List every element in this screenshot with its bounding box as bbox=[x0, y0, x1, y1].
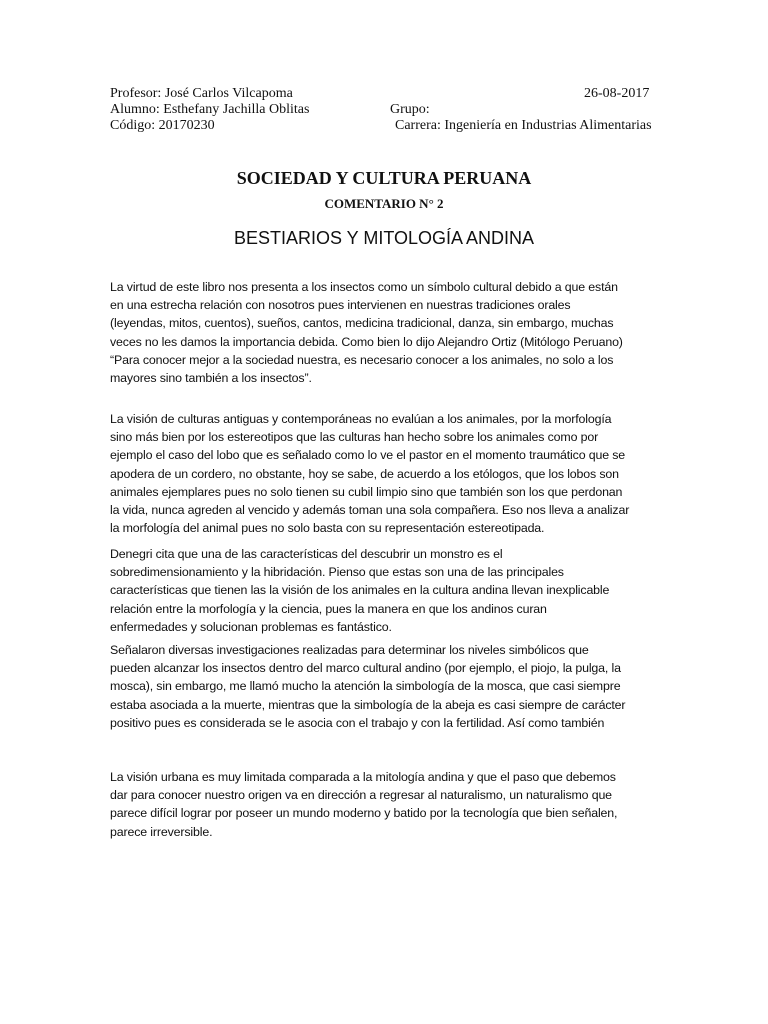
paragraph-line: (leyendas, mitos, cuentos), sueños, cantos, medicina tradicional, danza, sin embargo, muchas bbox=[110, 316, 614, 331]
paragraph-4 bbox=[110, 641, 670, 732]
paragraph-line: parece irreversible. bbox=[110, 824, 213, 839]
document-title: SOCIEDAD Y CULTURA PERUANA bbox=[236, 168, 532, 188]
paragraph-3 bbox=[110, 545, 670, 636]
document-subtitle: COMENTARIO N° 2 bbox=[324, 196, 444, 211]
paragraph-line: relación entre la morfología y la ciencia, pues la manera en que los andinos curan bbox=[110, 601, 547, 616]
paragraph-line: La visión urbana es muy limitada comparada a la mitología andina y que el paso que debemos bbox=[110, 770, 616, 784]
paragraph-line: la vida, nunca agreden al vencido y además toman una sola compañera. Eso nos lleva a analizar bbox=[110, 503, 630, 518]
header-grupo: Grupo: bbox=[390, 102, 430, 117]
document-topic: BESTIARIOS Y MITOLOGÍA ANDINA bbox=[233, 228, 535, 248]
header-profesor: Profesor: José Carlos Vilcapoma bbox=[110, 86, 293, 101]
header-codigo: Código: 20170230 bbox=[110, 118, 215, 133]
paragraph-line: parece difícil lograr por poseer un mundo moderno y batido por la tecnología que bien señalen, bbox=[110, 806, 618, 821]
paragraph-line: ejemplo el caso del lobo que es señalado como lo ve el pastor en el momento traumático que se bbox=[110, 448, 626, 463]
paragraph-line: animales ejemplares pues no solo tienen su cubil limpio sino que también son los que perdonan bbox=[110, 484, 623, 499]
paragraph-line: La virtud de este libro nos presenta a los insectos como un símbolo cultural debido a que están bbox=[110, 280, 618, 294]
paragraph-line: pueden alcanzar los insectos dentro del marco cultural andino (por ejemplo, el piojo, la pulga, la bbox=[110, 661, 621, 676]
paragraph-line: positivo pues es considerada se le asocia con el trabajo y con la fertilidad. Así como también bbox=[110, 715, 605, 730]
paragraph-line: enfermedades y solucionan problemas es fantástico. bbox=[110, 619, 392, 634]
paragraph-line: dar para conocer nuestro origen va en dirección a regresar al naturalismo, un naturalismo que bbox=[110, 788, 612, 803]
paragraph-line: La visión de culturas antiguas y contemporáneas no evalúan a los animales, por la morfología bbox=[110, 412, 612, 426]
paragraph-5 bbox=[110, 768, 670, 841]
header-alumno: Alumno: Esthefany Jachilla Oblitas bbox=[110, 102, 310, 117]
paragraph-2 bbox=[110, 410, 670, 537]
paragraph-line: en una estrecha relación con nosotros pues intervienen en nuestras tradiciones orales bbox=[110, 298, 571, 313]
header-carrera: Carrera: Ingeniería en Industrias Alimentarias bbox=[395, 118, 652, 133]
paragraph-line: “Para conocer mejor a la sociedad nuestra, es necesario conocer a los animales, no solo a los bbox=[110, 352, 614, 367]
header-date: 26-08-2017 bbox=[584, 86, 650, 101]
paragraph-line: estaba asociada a la muerte, mientras que la simbología de la abeja es casi siempre de carácter bbox=[110, 697, 626, 712]
paragraph-line: la morfología del animal pues no solo basta con su representación estereotipada. bbox=[110, 521, 545, 536]
paragraph-line: Denegri cita que una de las características del descubrir un monstro es el bbox=[110, 547, 503, 561]
paragraph-line: veces no les damos la importancia debida. Como bien lo dijo Alejandro Ortiz (Mitólogo Peruano) bbox=[110, 334, 623, 349]
paragraph-line: mosca), sin embargo, me llamó mucho la atención la simbología de la mosca, que casi siempre bbox=[110, 679, 621, 694]
paragraph-1 bbox=[110, 278, 670, 387]
paragraph-line: Señalaron diversas investigaciones realizadas para determinar los niveles simbólicos que bbox=[110, 643, 589, 657]
paragraph-line: mayores sino también a los insectos”. bbox=[110, 371, 312, 386]
paragraph-line: características que tienen las la visión de los animales en la cultura andina llevan inexplicable bbox=[110, 583, 610, 598]
paragraph-line: sobredimensionamiento y la hibridación. Pienso que estas son una de las principales bbox=[110, 565, 564, 580]
paragraph-line: sino más bien por los estereotipos que las culturas han hecho sobre los animales como por bbox=[110, 430, 599, 445]
paragraph-line: apodera de un cordero, no obstante, hoy se sabe, de acuerdo a los etólogos, que los lobos son bbox=[110, 466, 619, 481]
